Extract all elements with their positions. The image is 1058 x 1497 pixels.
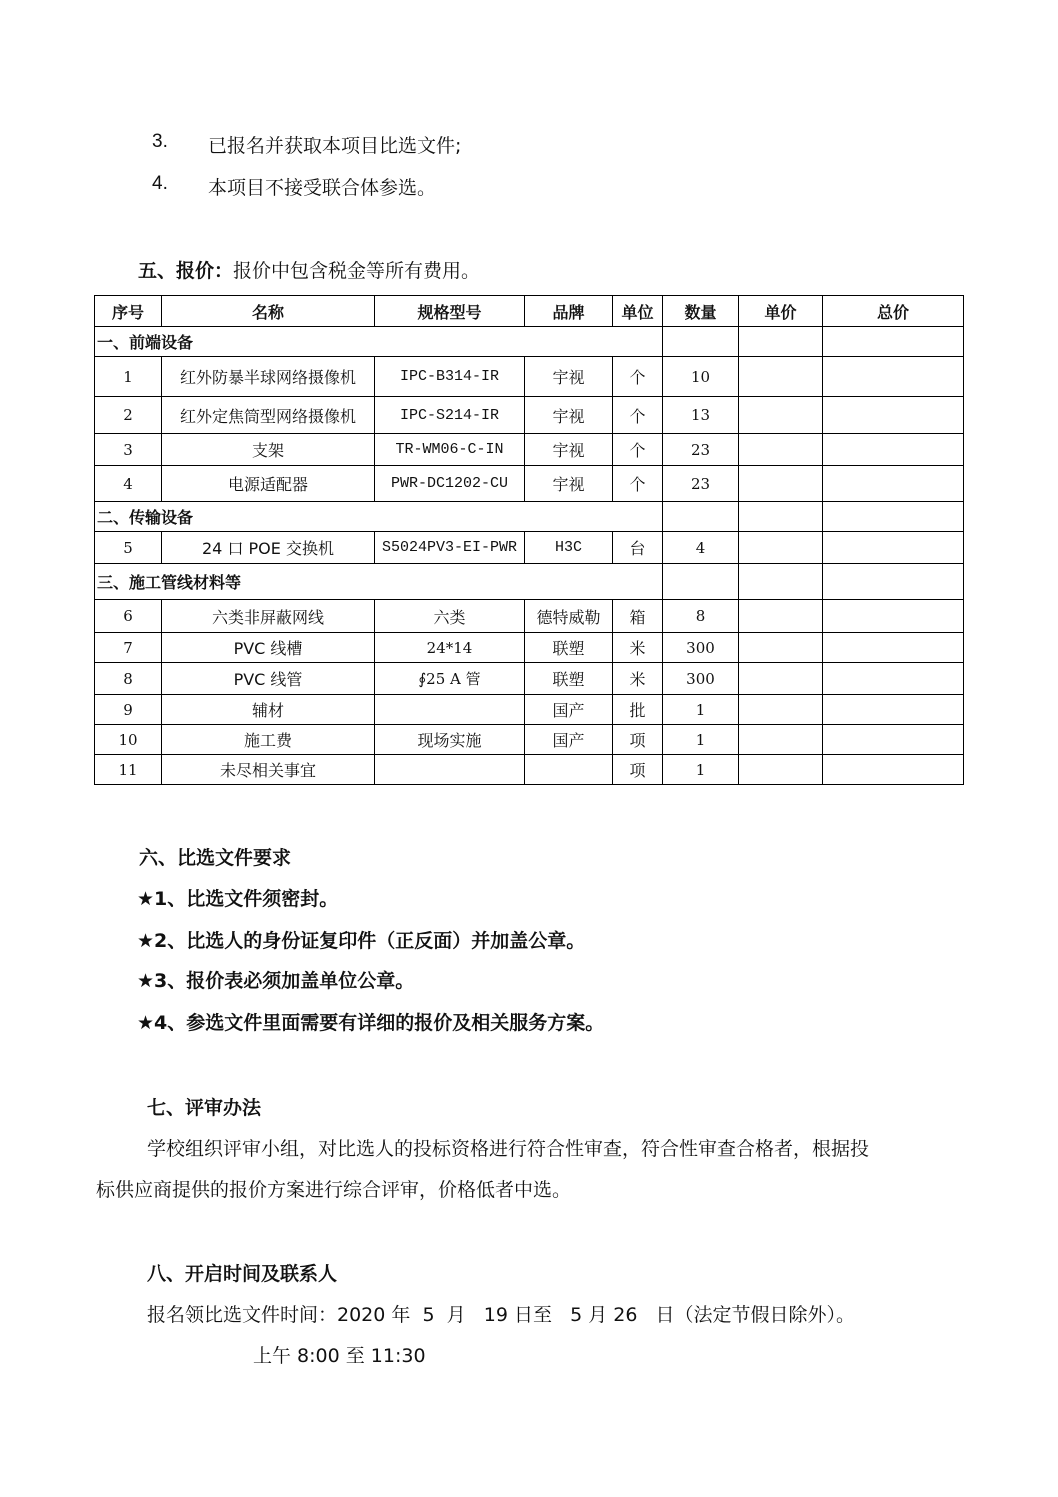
cell-no: 2 (95, 397, 162, 434)
cell-qty: 300 (663, 633, 739, 663)
section5-heading-line (138, 256, 480, 283)
cell-brand: 宇视 (525, 397, 613, 434)
cell-unit: 批 (613, 695, 663, 725)
cell-qty: 8 (663, 600, 739, 633)
cell-total (823, 633, 964, 663)
cell-model (375, 755, 525, 785)
cell-name: 电源适配器 (162, 466, 375, 502)
cell-total (823, 755, 964, 785)
cell-model: S5024PV3-EI-PWR (375, 532, 525, 564)
cell-no: 9 (95, 695, 162, 725)
cell-unit: 米 (613, 663, 663, 695)
cell-price (739, 532, 823, 564)
section7-paragraph-line: 学校组织评审小组，对比选人的投标资格进行符合性审查，符合性审查合格者，根据投 (147, 1138, 870, 1160)
cell-no: 8 (95, 663, 162, 695)
cell-no: 6 (95, 600, 162, 633)
cell-total (823, 434, 964, 466)
cell-price (739, 434, 823, 466)
cell-qty: 13 (663, 397, 739, 434)
cell-no: 11 (95, 755, 162, 785)
cell-brand: 宇视 (525, 357, 613, 397)
table-row (95, 695, 964, 725)
section8-hours: 上午 8:00 至 11:30 (253, 1345, 426, 1367)
section5-heading: 五、报价： (138, 260, 234, 282)
cell-unit: 个 (613, 357, 663, 397)
section-title: 一、前端设备 (95, 327, 663, 357)
cell-name: PVC 线管 (162, 663, 375, 695)
cell-no: 5 (95, 532, 162, 564)
cell-price (739, 755, 823, 785)
cell-price (739, 633, 823, 663)
section-title: 二、传输设备 (95, 502, 663, 532)
item-number: 3. (152, 131, 168, 152)
cell-name: 施工费 (162, 725, 375, 755)
requirement-item: ★2、比选人的身份证复印件（正反面）并加盖公章。 (137, 930, 586, 952)
cell-name: PVC 线槽 (162, 633, 375, 663)
cell-total (823, 466, 964, 502)
cell-brand: 国产 (525, 725, 613, 755)
cell-brand: 联塑 (525, 633, 613, 663)
table-row (95, 725, 964, 755)
cell-qty: 300 (663, 663, 739, 695)
cell-qty: 23 (663, 466, 739, 502)
header-cell: 单价 (739, 296, 823, 327)
table-row (95, 755, 964, 785)
cell-brand: 联塑 (525, 663, 613, 695)
cell-qty: 10 (663, 357, 739, 397)
table-header-row (95, 296, 964, 327)
section6-heading: 六、比选文件要求 (139, 847, 292, 869)
cell-price (739, 725, 823, 755)
cell-unit: 箱 (613, 600, 663, 633)
cell-model (375, 695, 525, 725)
cell-model: 六类 (375, 600, 525, 633)
cell-no: 3 (95, 434, 162, 466)
cell-model: ∮25 A 管 (375, 663, 525, 695)
item-text: 已报名并获取本项目比选文件; (208, 135, 462, 157)
cell-qty: 4 (663, 532, 739, 564)
cell-total (823, 600, 964, 633)
table-row (95, 600, 964, 633)
cell-qty: 1 (663, 725, 739, 755)
cell-name: 辅材 (162, 695, 375, 725)
header-cell: 总价 (823, 296, 964, 327)
cell-unit: 个 (613, 466, 663, 502)
cell-name: 24 口 POE 交换机 (162, 532, 375, 564)
cell-price (739, 695, 823, 725)
cell-model: 现场实施 (375, 725, 525, 755)
cell-total (823, 663, 964, 695)
item-text: 本项目不接受联合体参选。 (208, 177, 437, 199)
cell-total (823, 725, 964, 755)
cell-total (823, 397, 964, 434)
header-cell: 品牌 (525, 296, 613, 327)
section-row (95, 564, 964, 600)
cell-price (739, 663, 823, 695)
section7-paragraph-line: 标供应商提供的报价方案进行综合评审，价格低者中选。 (96, 1179, 572, 1201)
cell-model: IPC-S214-IR (375, 397, 525, 434)
cell-model: TR-WM06-C-IN (375, 434, 525, 466)
cell-total (823, 532, 964, 564)
table-row (95, 434, 964, 466)
section-row (95, 327, 964, 357)
header-cell: 名称 (162, 296, 375, 327)
header-cell: 数量 (663, 296, 739, 327)
cell-brand: 国产 (525, 695, 613, 725)
cell-brand: 宇视 (525, 466, 613, 502)
cell-qty: 1 (663, 695, 739, 725)
cell-no: 10 (95, 725, 162, 755)
cell-no: 1 (95, 357, 162, 397)
cell-total (823, 695, 964, 725)
cell-unit: 项 (613, 755, 663, 785)
cell-unit: 个 (613, 434, 663, 466)
cell-no: 4 (95, 466, 162, 502)
cell-brand: H3C (525, 532, 613, 564)
table-row (95, 357, 964, 397)
section-row (95, 502, 964, 532)
cell-qty: 1 (663, 755, 739, 785)
section5-text: 报价中包含税金等所有费用。 (233, 260, 481, 282)
cell-price (739, 397, 823, 434)
cell-price (739, 466, 823, 502)
item-number: 4. (152, 173, 168, 194)
cell-unit: 米 (613, 633, 663, 663)
table-row (95, 663, 964, 695)
cell-brand: 宇视 (525, 434, 613, 466)
section8-heading: 八、开启时间及联系人 (147, 1263, 338, 1285)
cell-name: 支架 (162, 434, 375, 466)
requirement-item: ★4、参选文件里面需要有详细的报价及相关服务方案。 (137, 1012, 605, 1034)
cell-qty: 23 (663, 434, 739, 466)
header-cell: 单位 (613, 296, 663, 327)
cell-unit: 个 (613, 397, 663, 434)
header-cell: 规格型号 (375, 296, 525, 327)
table-row (95, 466, 964, 502)
cell-price (739, 600, 823, 633)
requirement-item: ★1、比选文件须密封。 (137, 888, 339, 910)
section7-heading: 七、评审办法 (147, 1097, 262, 1119)
cell-model: 24*14 (375, 633, 525, 663)
cell-name: 未尽相关事宜 (162, 755, 375, 785)
cell-brand: 德特威勒 (525, 600, 613, 633)
requirement-item: ★3、报价表必须加盖单位公章。 (137, 970, 415, 992)
cell-name: 红外防暴半球网络摄像机 (162, 357, 375, 397)
cell-price (739, 357, 823, 397)
cell-name: 红外定焦筒型网络摄像机 (162, 397, 375, 434)
section-title: 三、施工管线材料等 (95, 564, 663, 600)
cell-name: 六类非屏蔽网线 (162, 600, 375, 633)
table-row (95, 633, 964, 663)
cell-model: IPC-B314-IR (375, 357, 525, 397)
cell-unit: 台 (613, 532, 663, 564)
table-row (95, 397, 964, 434)
quote-table (94, 295, 964, 785)
cell-brand (525, 755, 613, 785)
table-row (95, 532, 964, 564)
cell-total (823, 357, 964, 397)
cell-model: PWR-DC1202-CU (375, 466, 525, 502)
cell-unit: 项 (613, 725, 663, 755)
cell-no: 7 (95, 633, 162, 663)
header-cell: 序号 (95, 296, 162, 327)
section8-time-line: 报名领比选文件时间：2020 年 5 月 19 日至 5 月 26 日（法定节假日除外）。 (147, 1304, 856, 1326)
